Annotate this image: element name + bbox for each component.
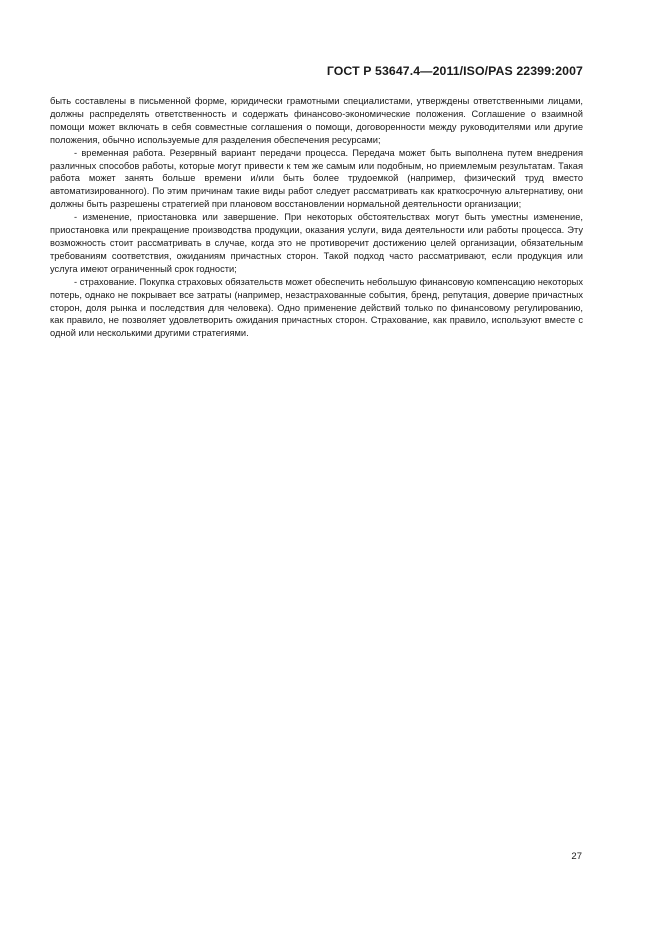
page-number: 27 (571, 851, 582, 862)
document-body (50, 95, 583, 340)
document-header: ГОСТ Р 53647.4—2011/ISO/PAS 22399:2007 (326, 64, 583, 78)
paragraph-insurance: - страхование. Покупка страховых обязательств может обеспечить небольшую финансовую компенсацию некоторых потерь, однако не покрывает все затраты (например, незастрахованные события, бренд, репутация, доверие причастных сторон, доля рынка и последствия для человека). Одно применение действий только по финансовому регулированию, как правило, не позволяет удовлетворить ожидания причастных сторон. Страхование, как правило, используют вместе с одной или несколькими другими стратегиями. (50, 276, 583, 339)
paragraph-continuation: быть составлены в письменной форме, юридически грамотными специалистами, утверждены ответственными лицами, должны распределять ответственность и содержать финансово-экономические положения. Соглашение о взаимной помощи может включать в себя совместные соглашения о помощи, договоренности между руководителями или другие положения, обычно используемые для разделения обеспечения ресурсами; (50, 96, 583, 145)
paragraph-temporary-work: - временная работа. Резервный вариант передачи процесса. Передача может быть выполнена путем внедрения различных способов работы, которые могут привести к тем же самым или подобным, но приемлемым результатам. Такая работа может занять больше времени и/или быть более трудоемкой (например, физический труд вместо автоматизированного). По этим причинам такие виды работ следует рассматривать как краткосрочную альтернативу, они должны быть разрешены стратегией при плановом восстановлении нормальной деятельности организации; (50, 147, 583, 210)
paragraph-change-suspension: - изменение, приостановка или завершение. При некоторых обстоятельствах могут быть уместны изменение, приостановка или прекращение производства продукции, оказания услуги, вида деятельности или работы процесса. Эту возможность стоит рассматривать в случае, когда это не противоречит достижению целей организации, обязательным требованиям соответствия, ожиданиям причастных сторон. Такой подход часто рассматривают, если продукция или услуга имеют ограниченный срок годности; (50, 212, 583, 274)
